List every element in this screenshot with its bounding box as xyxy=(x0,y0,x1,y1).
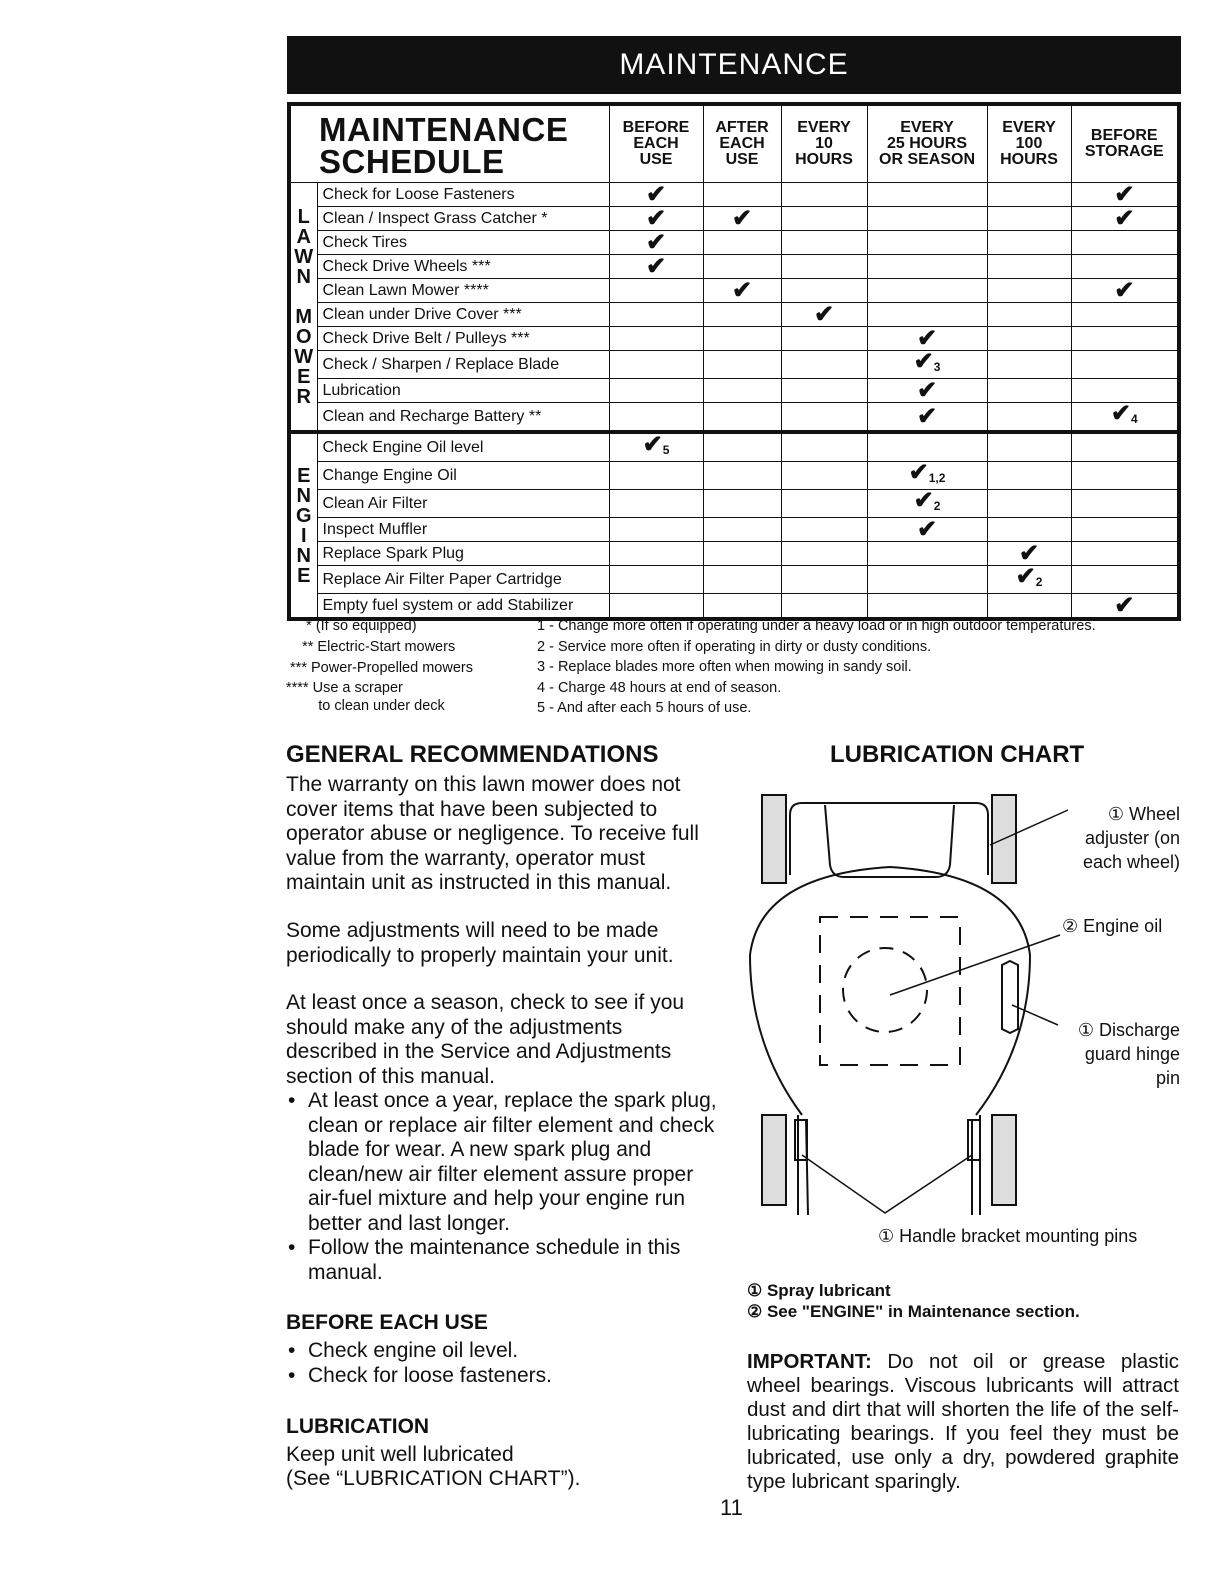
footnotes-symbols xyxy=(286,616,521,715)
empty-cell xyxy=(703,403,781,433)
before-each-use-heading: BEFORE EACH USE xyxy=(286,1311,488,1334)
task-label: Check Engine Oil level xyxy=(317,432,609,462)
check-mark-icon: ✔ xyxy=(1071,183,1179,207)
col-before-storage: BEFORE STORAGE xyxy=(1071,104,1179,183)
empty-cell xyxy=(609,490,703,518)
check-mark-icon: $✔_4$ xyxy=(1071,403,1179,433)
general-recommendations-heading: GENERAL RECOMMENDATIONS xyxy=(286,741,659,768)
check-mark-icon: ✔ xyxy=(609,183,703,207)
empty-cell xyxy=(987,518,1071,542)
engine-outline xyxy=(820,917,960,1065)
important-label: IMPORTANT: xyxy=(747,1350,872,1373)
rear-left-wheel xyxy=(762,1115,786,1205)
schedule-row xyxy=(289,303,1179,327)
empty-cell xyxy=(703,566,781,594)
task-label: Check Drive Wheels *** xyxy=(317,255,609,279)
schedule-title-line1: MAINTENANCE xyxy=(319,111,569,148)
schedule-row xyxy=(289,542,1179,566)
before-bullet-2: • Check for loose fasteners. xyxy=(286,1364,716,1389)
empty-cell xyxy=(987,490,1071,518)
empty-cell xyxy=(609,279,703,303)
task-label: Clean / Inspect Grass Catcher * xyxy=(317,207,609,231)
callout-handle-bracket: ① Handle bracket mounting pins xyxy=(878,1226,1138,1246)
empty-cell xyxy=(781,231,867,255)
important-text: Do not oil or grease plastic wheel bearings. Viscous lubricants will attract dust and dirt that will shorten the life of the self-lubricating bearings. If you feel they must be lubricated, use only a dry, powdered graphite type lubricant sparingly. xyxy=(747,1350,1179,1493)
empty-cell xyxy=(1071,432,1179,462)
empty-cell xyxy=(781,518,867,542)
empty-cell xyxy=(867,255,987,279)
task-label: Clean Lawn Mower **** xyxy=(317,279,609,303)
general-bullet-1: • At least once a year, replace the spark plug, clean or replace air filter element and check blade for wear. A new spark plug and clean/new air filter element assure proper air-fuel mixture and help your engine run better and last longer. xyxy=(286,1089,721,1236)
check-mark-icon: ✔ xyxy=(703,207,781,231)
empty-cell xyxy=(987,462,1071,490)
handle-pin-leader xyxy=(802,1155,972,1213)
front-bumper xyxy=(790,803,988,875)
numbered-note-2: 2 - Service more often if operating in dirty or dusty conditions. xyxy=(537,638,932,655)
schedule-title-line2: SCHEDULE xyxy=(319,143,505,180)
check-mark-icon: ✔ xyxy=(987,542,1071,566)
empty-cell xyxy=(781,327,867,351)
task-label: Inspect Muffler xyxy=(317,518,609,542)
empty-cell xyxy=(987,255,1071,279)
schedule-row xyxy=(289,279,1179,303)
schedule-row xyxy=(289,183,1179,207)
schedule-row xyxy=(289,566,1179,594)
task-label: Change Engine Oil xyxy=(317,462,609,490)
schedule-row xyxy=(289,231,1179,255)
empty-cell xyxy=(609,351,703,379)
col-every-25-hours: EVERY 25 HOURS OR SEASON xyxy=(867,104,987,183)
check-mark-icon: ✔ xyxy=(609,231,703,255)
check-mark-icon: $✔_5$ xyxy=(609,432,703,462)
numbered-note-3: 3 - Replace blades more often when mowing in sandy soil. xyxy=(537,659,912,675)
empty-cell xyxy=(609,379,703,403)
mower-deck xyxy=(750,867,1030,1115)
deck-front xyxy=(790,805,954,877)
empty-cell xyxy=(987,183,1071,207)
footnotes-numbered xyxy=(537,616,1187,719)
legend-engine-oil: ② See "ENGINE" in Maintenance section. xyxy=(747,1302,1080,1321)
schedule-row xyxy=(289,327,1179,351)
schedule-row xyxy=(289,403,1179,433)
general-para-2: Some adjustments will need to be made periodically to properly maintain your unit. xyxy=(286,919,674,967)
empty-cell xyxy=(609,542,703,566)
empty-cell xyxy=(1071,542,1179,566)
check-mark-icon: ✔ xyxy=(867,379,987,403)
empty-cell xyxy=(987,403,1071,433)
schedule-row xyxy=(289,518,1179,542)
empty-cell xyxy=(987,351,1071,379)
empty-cell xyxy=(867,566,987,594)
empty-cell xyxy=(703,490,781,518)
task-label: Check / Sharpen / Replace Blade xyxy=(317,351,609,379)
footnote-2: ** Electric-Start mowers xyxy=(286,639,456,655)
empty-cell xyxy=(703,183,781,207)
engine-oil-leader xyxy=(890,935,1060,995)
check-mark-icon: ✔ xyxy=(781,303,867,327)
empty-cell xyxy=(609,462,703,490)
empty-cell xyxy=(987,303,1071,327)
task-label: Check for Loose Fasteners xyxy=(317,183,609,207)
col-every-100-hours: EVERY 100 HOURS xyxy=(987,104,1071,183)
check-mark-icon: ✔ xyxy=(1071,279,1179,303)
empty-cell xyxy=(867,542,987,566)
empty-cell xyxy=(1071,462,1179,490)
empty-cell xyxy=(867,207,987,231)
empty-cell xyxy=(703,255,781,279)
empty-cell xyxy=(987,207,1071,231)
callout-discharge-guard: ① Discharge guard hinge pin xyxy=(1077,1020,1180,1088)
empty-cell xyxy=(1071,231,1179,255)
empty-cell xyxy=(781,566,867,594)
check-mark-icon: $✔_{1,2}$ xyxy=(867,462,987,490)
empty-cell xyxy=(987,379,1071,403)
task-label: Check Tires xyxy=(317,231,609,255)
empty-cell xyxy=(703,351,781,379)
empty-cell xyxy=(703,231,781,255)
check-mark-icon: ✔ xyxy=(609,207,703,231)
empty-cell xyxy=(987,231,1071,255)
engine-cap xyxy=(843,948,927,1032)
empty-cell xyxy=(1071,518,1179,542)
handle-right xyxy=(972,1115,980,1215)
page-number: 11 xyxy=(720,1495,743,1520)
task-label: Clean Air Filter xyxy=(317,490,609,518)
before-bullet-1: • Check engine oil level. xyxy=(286,1339,716,1364)
empty-cell xyxy=(867,303,987,327)
empty-cell xyxy=(1071,327,1179,351)
section-banner: MAINTENANCE xyxy=(287,36,1181,94)
front-left-wheel xyxy=(762,795,786,883)
task-label: Clean under Drive Cover *** xyxy=(317,303,609,327)
empty-cell xyxy=(609,303,703,327)
empty-cell xyxy=(1071,379,1179,403)
check-mark-icon: ✔ xyxy=(867,327,987,351)
empty-cell xyxy=(781,207,867,231)
numbered-note-4: 4 - Charge 48 hours at end of season. xyxy=(537,679,782,696)
check-mark-icon: ✔ xyxy=(867,518,987,542)
handle-bracket-right xyxy=(968,1120,980,1160)
empty-cell xyxy=(703,462,781,490)
empty-cell xyxy=(867,279,987,303)
footnote-4-cont: to clean under deck xyxy=(286,698,445,714)
general-bullet-2: • Follow the maintenance schedule in this manual. xyxy=(286,1236,721,1285)
empty-cell xyxy=(1071,303,1179,327)
before-each-use-bullets xyxy=(286,1339,716,1388)
task-label: Replace Spark Plug xyxy=(317,542,609,566)
lubrication-text-2: (See “LUBRICATION CHART”). xyxy=(286,1467,581,1490)
empty-cell xyxy=(609,403,703,433)
empty-cell xyxy=(703,542,781,566)
empty-cell xyxy=(867,432,987,462)
empty-cell xyxy=(781,490,867,518)
empty-cell xyxy=(1071,255,1179,279)
footnote-3: *** Power-Propelled mowers xyxy=(286,660,473,676)
schedule-row xyxy=(289,351,1179,379)
task-label: Lubrication xyxy=(317,379,609,403)
check-mark-icon: ✔ xyxy=(867,403,987,433)
check-mark-icon: $✔_2$ xyxy=(867,490,987,518)
schedule-row xyxy=(289,255,1179,279)
empty-cell xyxy=(703,432,781,462)
task-label: Clean and Recharge Battery ** xyxy=(317,403,609,433)
callout-wheel-adjuster: ① Wheel adjuster (on each wheel) xyxy=(1082,804,1180,872)
empty-cell xyxy=(867,231,987,255)
discharge-guard xyxy=(1002,961,1018,1033)
lawn-mower-diagram xyxy=(740,785,1070,1225)
schedule-row xyxy=(289,490,1179,518)
empty-cell xyxy=(987,327,1071,351)
maintenance-schedule-table xyxy=(287,102,1181,621)
empty-cell xyxy=(703,518,781,542)
footnote-4: **** Use a scraper xyxy=(286,680,403,696)
engine-side-label: E N G I N E xyxy=(289,432,317,619)
empty-cell xyxy=(781,183,867,207)
empty-cell xyxy=(987,279,1071,303)
empty-cell xyxy=(781,432,867,462)
schedule-row xyxy=(289,462,1179,490)
empty-cell xyxy=(781,462,867,490)
schedule-header-row xyxy=(289,104,1179,183)
task-label: Empty fuel system or add Stabilizer xyxy=(317,594,609,620)
callout-engine-oil: ② Engine oil xyxy=(1062,916,1163,936)
empty-cell xyxy=(609,518,703,542)
task-label: Check Drive Belt / Pulleys *** xyxy=(317,327,609,351)
empty-cell xyxy=(987,432,1071,462)
empty-cell xyxy=(781,351,867,379)
empty-cell xyxy=(781,403,867,433)
general-para-3: At least once a season, check to see if you should make any of the adjustments described in the Service and Adjustments section of this manual. xyxy=(286,991,685,1088)
empty-cell xyxy=(1071,351,1179,379)
empty-cell xyxy=(1071,566,1179,594)
important-note xyxy=(747,1350,1179,1494)
empty-cell xyxy=(703,303,781,327)
general-para-1: The warranty on this lawn mower does not cover items that have been subjected to operator abuse or negligence. To receive full value from the warranty, operator must maintain unit as instructed in this manual. xyxy=(286,773,699,894)
legend-spray-lubricant: ① Spray lubricant xyxy=(747,1281,891,1300)
empty-cell xyxy=(867,183,987,207)
numbered-note-1: 1 - Change more often if operating under a heavy load or in high outdoor temperatures. xyxy=(537,618,1096,634)
lubrication-text-1: Keep unit well lubricated xyxy=(286,1443,514,1466)
lubrication-legend xyxy=(747,1280,1080,1322)
col-after-each-use: AFTER EACH USE xyxy=(703,104,781,183)
col-before-each-use: BEFORE EACH USE xyxy=(609,104,703,183)
general-bullets xyxy=(286,1089,721,1285)
empty-cell xyxy=(781,379,867,403)
schedule-row xyxy=(289,379,1179,403)
empty-cell xyxy=(781,279,867,303)
schedule-title xyxy=(289,104,609,183)
empty-cell xyxy=(703,327,781,351)
check-mark-icon: ✔ xyxy=(703,279,781,303)
lawn-mower-side-label: L A W N M O W E R xyxy=(289,183,317,433)
check-mark-icon: $✔_3$ xyxy=(867,351,987,379)
empty-cell xyxy=(609,566,703,594)
schedule-row xyxy=(289,207,1179,231)
empty-cell xyxy=(781,542,867,566)
lubrication-chart-heading: LUBRICATION CHART xyxy=(830,741,1085,768)
empty-cell xyxy=(703,379,781,403)
col-every-10-hours: EVERY 10 HOURS xyxy=(781,104,867,183)
check-mark-icon: ✔ xyxy=(1071,207,1179,231)
numbered-note-5: 5 - And after each 5 hours of use. xyxy=(537,700,752,716)
rear-right-wheel xyxy=(992,1115,1016,1205)
empty-cell xyxy=(1071,490,1179,518)
empty-cell xyxy=(609,327,703,351)
task-label: Replace Air Filter Paper Cartridge xyxy=(317,566,609,594)
schedule-row xyxy=(289,432,1179,462)
check-mark-icon: $✔_2$ xyxy=(987,566,1071,594)
check-mark-icon: ✔ xyxy=(609,255,703,279)
empty-cell xyxy=(781,255,867,279)
lubrication-heading: LUBRICATION xyxy=(286,1415,430,1438)
footnote-1: * (If so equipped) xyxy=(286,618,417,634)
check-mark-icon: ✔ xyxy=(1071,594,1179,620)
